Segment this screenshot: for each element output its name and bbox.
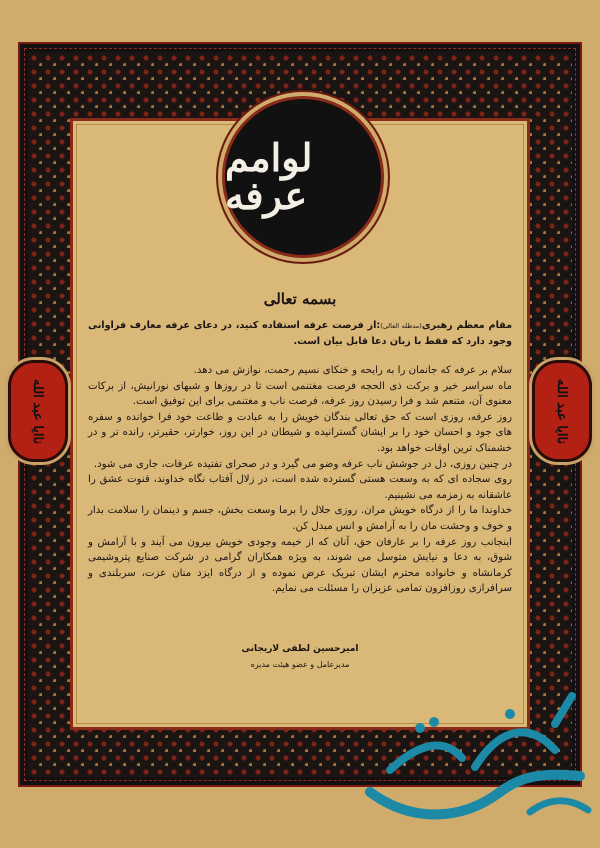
left-medallion-text: ناایا عبد الله [30, 378, 46, 444]
emblem-calligraphy: لوامم عرفه [225, 135, 313, 218]
right-medallion-text: ناایا عبد الله [554, 378, 570, 444]
paragraph-1: سلام بر عرفه که جانمان را به رایحه و خنکای نسیم رحمت، نوازش می دهد. [193, 365, 512, 376]
paragraph-2: ماه سراسر خیر و برکت ذی الحجه فرصت مغتنمی است تا در روزها و شبهای نورانیش، از برکات معنوی آن، متنعم شد و فرا رسیدن روز عرفه، فرصت ناب و مغتنمی برای این توفیق است. [88, 380, 512, 408]
signature-block [210, 644, 390, 669]
paragraph-3: روز عرفه، روزی است که حق تعالی بندگان خویش را به عبادت و طاعت خود فرا خوانده و سفره های جود و احسان خود را بر ایشان گسترانیده و شیطان در این روز، خوارتر، حقیرتر، رانده تر و در خشمناک ترین اوقات خواهد بود. [88, 411, 512, 454]
letter-body [88, 290, 512, 597]
quote-honorific: (مدظله العالی) [380, 322, 422, 330]
arafah-calligraphy-emblem [222, 96, 384, 258]
signer-title: مدیرعامل و عضو هیئت مدیره [250, 660, 350, 669]
leader-quote [88, 318, 512, 349]
watermark-logo [350, 672, 598, 832]
paragraph-7: اینجانب روز عرفه را بر عارفان حق، آنان که از خیمه وجودی خویش بیرون می آیند و با آرامش و شوق، به دعا و نیایش متوسل می شوند، به ویژه همکاران گرامی در شرکت صنایع پتروشیمی کرمانشاه و خانواده محترم ایشان تبریک عرض نموده و از درگاه ایزد منان عزت، سربلندی و سرافرازی روزافزون تمامی عزیزان را مسئلت می نمایم. [88, 536, 512, 595]
quote-text: :از فرصت عرفه استفاده کنید، در دعای عرفه معارف فراوانی وجود دارد که فقط با زبان دعا قابل بیان است. [88, 320, 512, 347]
paragraph-5: روی سجاده ای که به وسعت هستی گسترده شده است، در زلال آفتاب نگاه خداوند، قنوت عشق را عاشقانه به زمزمه می نشینیم. [88, 474, 512, 501]
quote-prefix: مقام معظم رهبری [421, 320, 513, 331]
paragraph-6: خداوندا ما را از درگاه خویش مران. روزی حلال را برما وسعت بخش، جسم و دینمان را سلامت بدار و خوف و وحشت مان را به آرامش و انس مبدل کن. [88, 505, 512, 532]
left-medallion [8, 360, 68, 462]
signer-name: امیرحسین لطفی لاریجانی [241, 644, 359, 654]
page-title: بسمه تعالی [263, 290, 337, 308]
right-medallion [532, 360, 592, 462]
paragraph-4: در چنین روزی، دل در جوشش ناب عرفه وضو می گیرد و در صحرای تفتیده عرفات، جاری می شود. [93, 458, 512, 470]
